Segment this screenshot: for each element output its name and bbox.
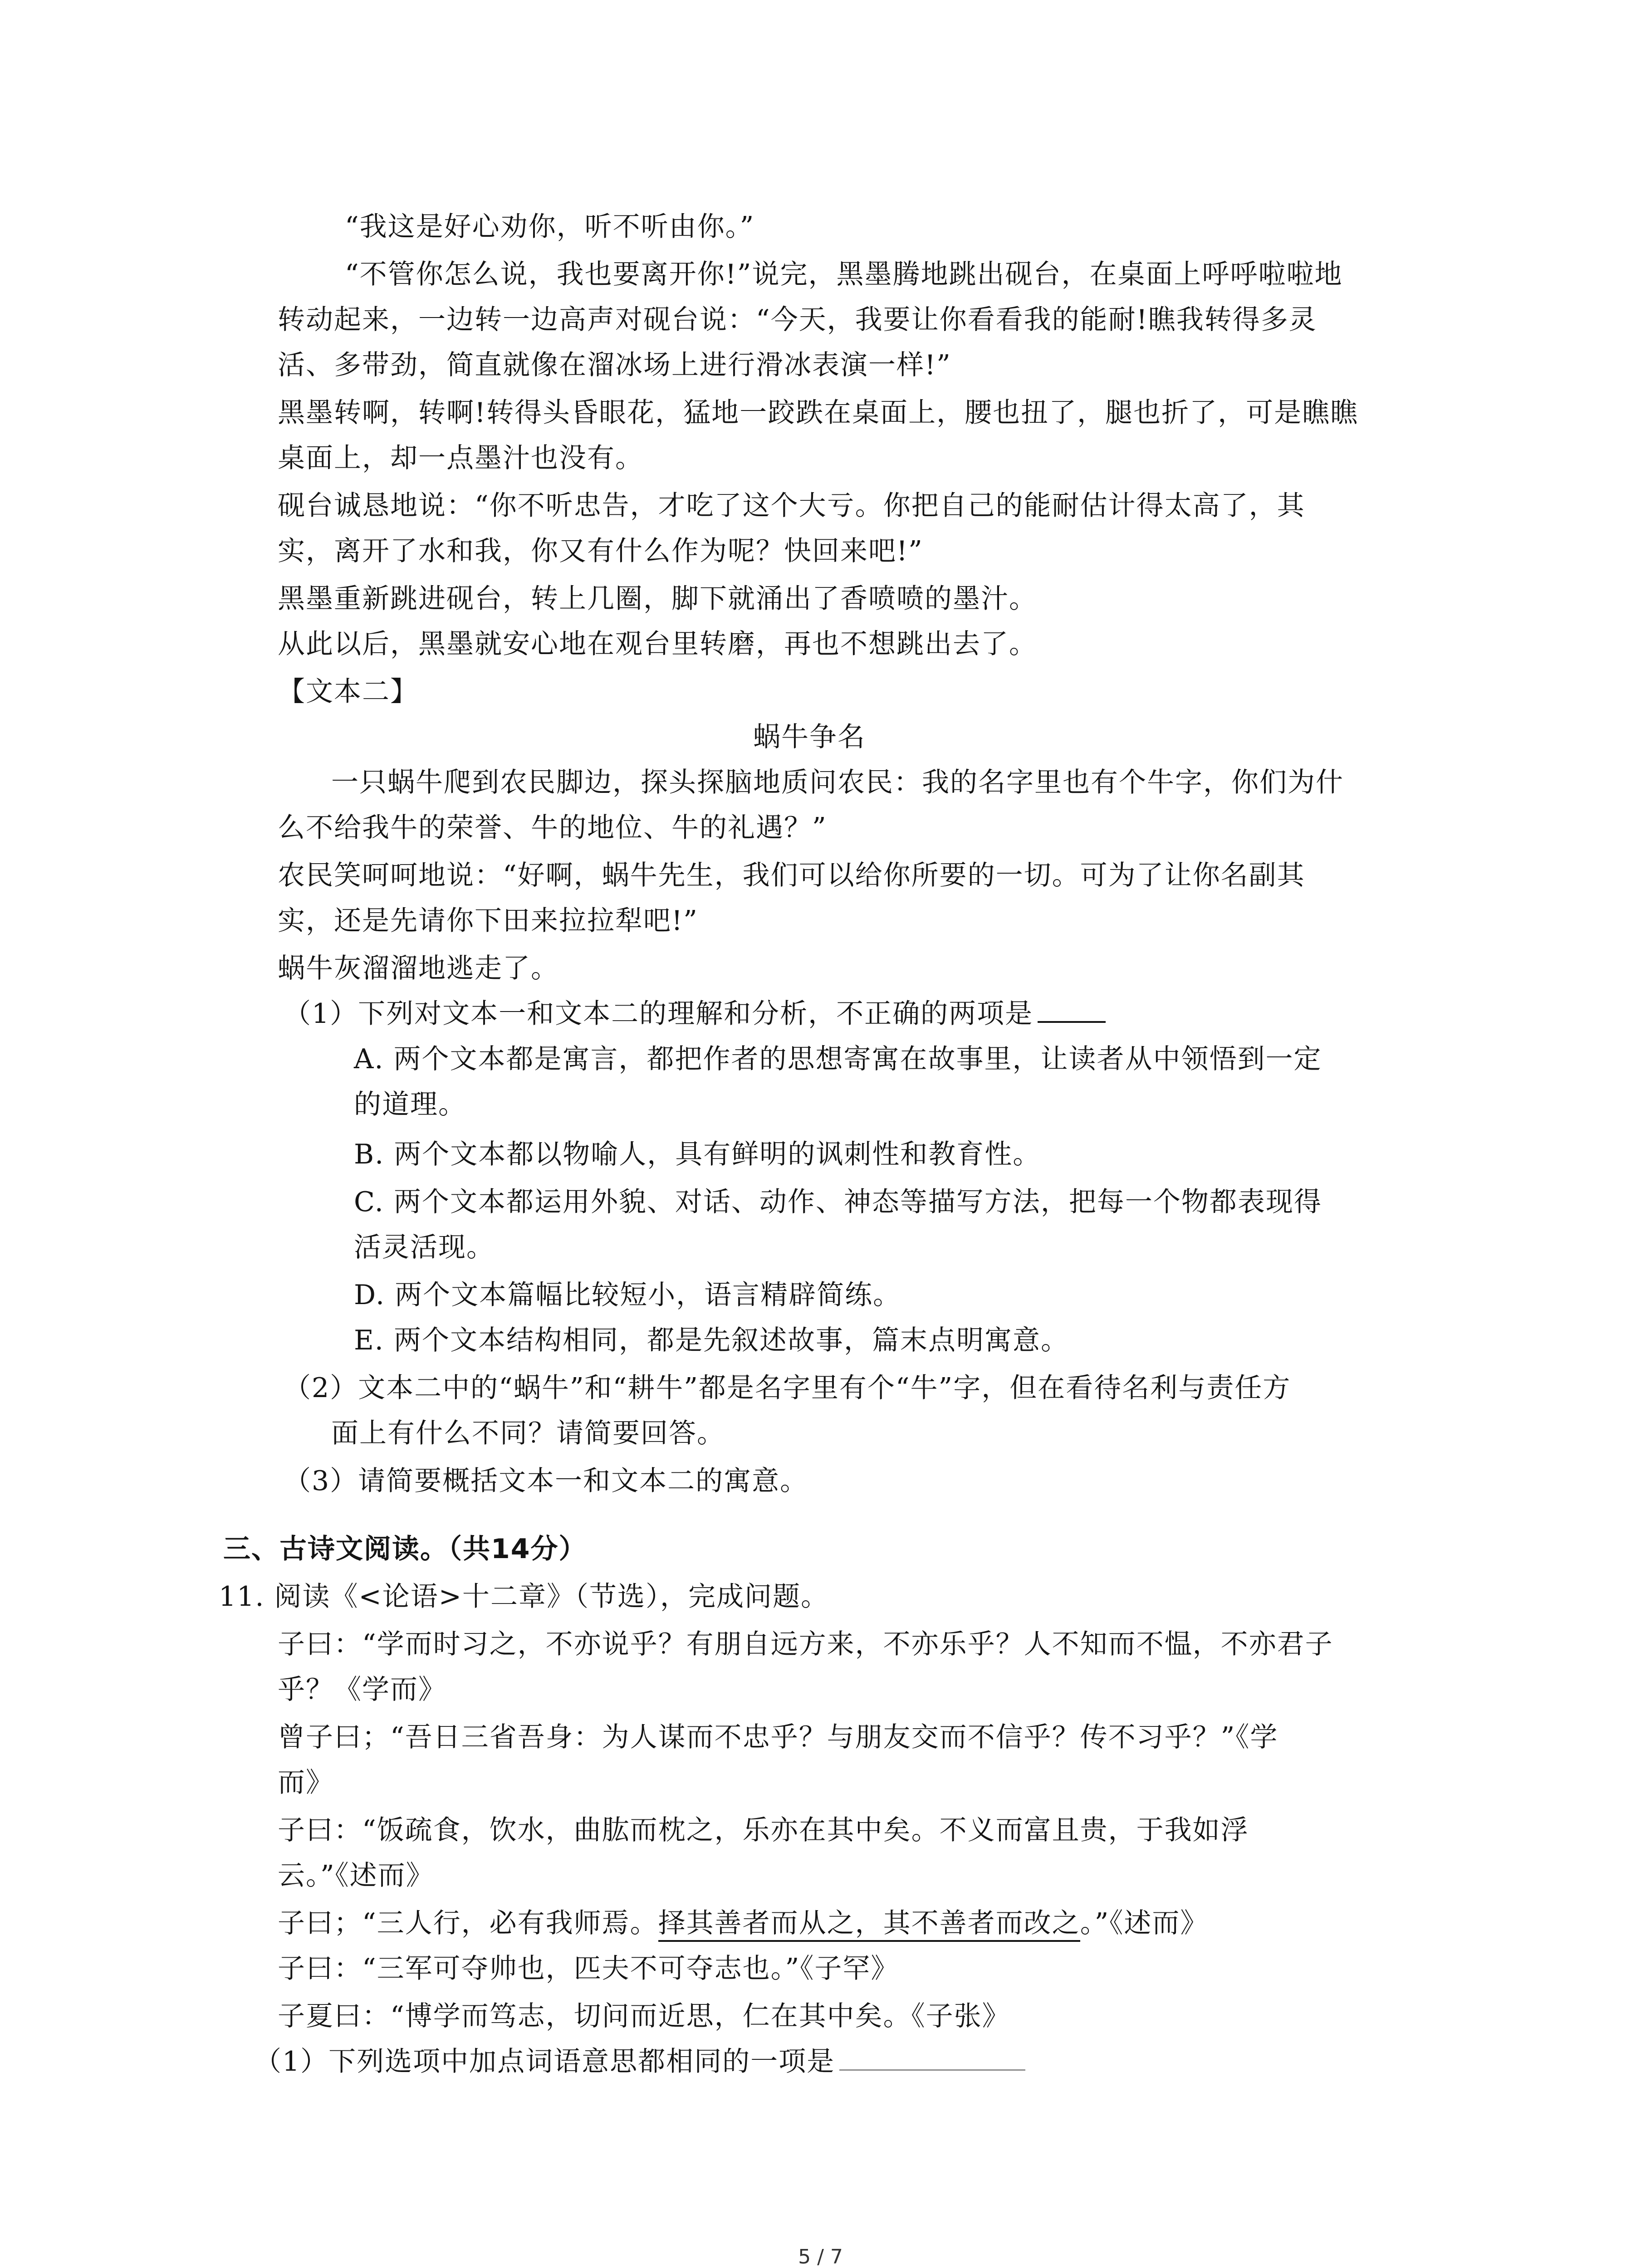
text2-paragraph-3: 蜗牛灰溜溜地逃走了。 <box>278 953 559 984</box>
q11-line-1b: 乎？《学而》 <box>278 1674 446 1706</box>
q10-option-e: E. 两个文本结构相同，都是先叙述故事，篇末点明寓意。 <box>354 1325 1069 1356</box>
q11-line-2a: 曾子曰；“吾日三省吾身：为人谋而不忠乎？与朋友交而不信乎？传不习乎？”《学 <box>278 1721 1279 1753</box>
page-number: 5 / 7 <box>798 2245 843 2268</box>
text1-paragraph-3-line-2: 桌面上，却一点墨汁也没有。 <box>278 442 643 474</box>
q10-sub1 <box>284 996 1106 1032</box>
text1-paragraph-6: 从此以后，黑墨就安心地在观台里转磨，再也不想跳出去了。 <box>278 628 1037 660</box>
q10-sub1-text: （1）下列对文本一和文本二的理解和分析，不正确的两项是 <box>284 998 1034 1030</box>
q10-sub2-line-2: 面上有什么不同？请简要回答。 <box>331 1418 725 1449</box>
q10-option-a-line-2: 的道理。 <box>354 1089 466 1120</box>
text1-paragraph-2-line-1: “不管你怎么说，我也要离开你!”说完，黑墨腾地跳出砚台，在桌面上呼呼啦啦地 <box>345 259 1343 290</box>
q11-line-4-underlined: 择其善者而从之，其不善者而改之 <box>658 1907 1080 1942</box>
q10-option-a-line-1: A. 两个文本都是寓言，都把作者的思想寄寓在故事里，让读者从中领悟到一定 <box>354 1043 1322 1075</box>
text2-paragraph-2-line-1: 农民笑呵呵地说：“好啊，蜗牛先生，我们可以给你所要的一切。可为了让你名副其 <box>278 860 1305 891</box>
q10-sub2-line-1: （2）文本二中的“蜗牛”和“耕牛”都是名字里有个“牛”字，但在看待名利与责任方 <box>284 1372 1291 1404</box>
q10-option-d: D. 两个文本篇幅比较短小，语言精辟简练。 <box>354 1279 901 1311</box>
text1-paragraph-4-line-2: 实，离开了水和我，你又有什么作为呢？快回来吧!” <box>278 535 923 567</box>
text1-paragraph-5: 黑墨重新跳进砚台，转上几圈，脚下就涌出了香喷喷的墨汁。 <box>278 583 1037 615</box>
text2-paragraph-2-line-2: 实，还是先请你下田来拉拉犁吧!” <box>278 905 698 937</box>
section-3-heading: 三、古诗文阅读。（共14分） <box>223 1533 587 1565</box>
text2-title: 蜗牛争名 <box>753 721 866 753</box>
q11-sub1-answer-blank[interactable] <box>839 2066 1025 2071</box>
q10-sub1-answer-blank[interactable] <box>1038 1017 1106 1023</box>
text2-label: 【文本二】 <box>278 676 418 708</box>
q11-line-5: 子曰：“三军可夺帅也，匹夫不可夺志也。”《子罕》 <box>278 1953 899 1984</box>
q11-stem: 11. 阅读《<论语>十二章》（节选），完成问题。 <box>219 1581 829 1613</box>
q11-line-3a: 子曰：“饭疏食，饮水，曲肱而枕之，乐亦在其中矣。不义而富且贵，于我如浮 <box>278 1814 1249 1846</box>
q11-line-4-pre: 子曰；“三人行，必有我师焉。 <box>278 1907 658 1939</box>
q11-line-2b: 而》 <box>278 1767 334 1799</box>
text1-paragraph-4-line-1: 砚台诚恳地说：“你不听忠告，才吃了这个大亏。你把自己的能耐估计得太高了，其 <box>278 490 1305 522</box>
q11-line-4 <box>278 1905 1208 1941</box>
q11-line-6: 子夏曰：“博学而笃志，切问而近思，仁在其中矣。《子张》 <box>278 2000 1010 2032</box>
text1-paragraph-2-line-2: 转动起来，一边转一边高声对砚台说：“今天，我要让你看看我的能耐!瞧我转得多灵 <box>278 304 1317 336</box>
q10-option-c-line-1: C. 两个文本都运用外貌、对话、动作、神态等描写方法，把每一个物都表现得 <box>354 1186 1322 1218</box>
text1-paragraph-2-line-3: 活、多带劲，简直就像在溜冰场上进行滑冰表演一样!” <box>278 349 951 381</box>
text2-paragraph-1-line-1: 一只蜗牛爬到农民脚边，探头探脑地质问农民：我的名字里也有个牛字，你们为什 <box>331 767 1344 798</box>
q11-line-3b: 云。”《述而》 <box>278 1860 434 1892</box>
q10-option-b: B. 两个文本都以物喻人，具有鲜明的讽刺性和教育性。 <box>354 1139 1041 1170</box>
q10-option-c-line-2: 活灵活现。 <box>354 1232 495 1263</box>
q11-line-4-post: 。”《述而》 <box>1080 1907 1209 1939</box>
q11-line-1a: 子曰：“学而时习之，不亦说乎？有朋自远方来，不亦乐乎？人不知而不愠，不亦君子 <box>278 1628 1333 1660</box>
text1-paragraph-3-line-1: 黑墨转啊，转啊!转得头昏眼花，猛地一跤跌在桌面上，腰也扭了，腿也折了，可是瞧瞧 <box>278 397 1359 429</box>
text2-paragraph-1-line-2: 么不给我牛的荣誉、牛的地位、牛的礼遇？” <box>278 812 827 844</box>
q10-sub3: （3）请简要概括文本一和文本二的寓意。 <box>284 1465 808 1497</box>
q11-sub1 <box>254 2043 1025 2080</box>
text1-paragraph-1: “我这是好心劝你，听不听由你。” <box>345 211 755 243</box>
q11-sub1-text: （1）下列选项中加点词语意思都相同的一项是 <box>254 2046 835 2077</box>
